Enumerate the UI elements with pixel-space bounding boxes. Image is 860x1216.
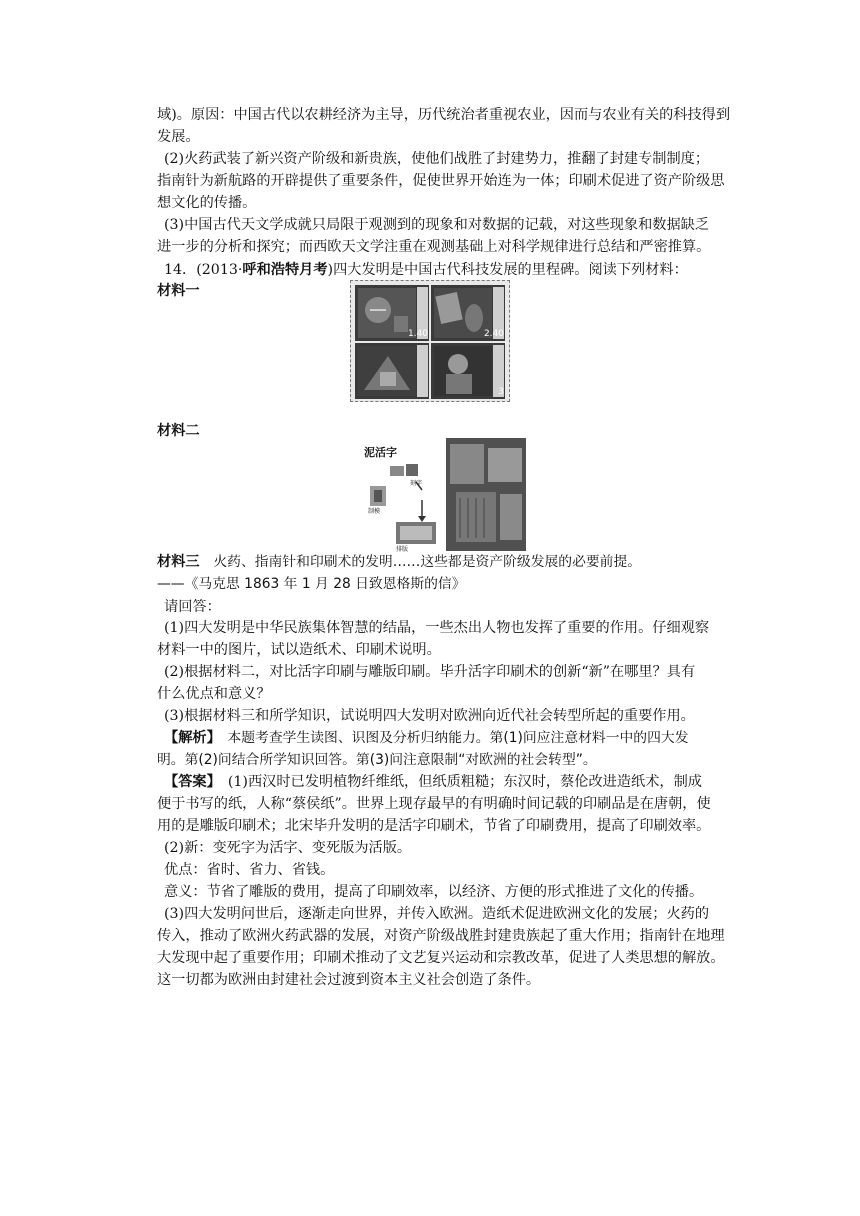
answer-label: 【答案】 bbox=[164, 774, 214, 790]
analysis-text: 明。第(2)问结合所学知识回答。第(3)问注意限制“对欧洲的社会转型”。 bbox=[157, 752, 597, 768]
papermaking-stamp: 2.40 bbox=[431, 285, 505, 341]
text-line: 用的是雕版印刷术；北宋毕升发明的是活字印刷术，节省了印刷费用，提高了印刷效率。 bbox=[157, 818, 711, 834]
question-number: 14．(2013· bbox=[164, 262, 243, 278]
material-2-label: 材料二 bbox=[157, 423, 200, 439]
text-line: 发展。 bbox=[157, 129, 200, 145]
text-line: (3)四大发明问世后，逐渐走向世界，并传入欧洲。造纸术促进欧洲文化的发展；火药的 bbox=[164, 906, 710, 922]
text-line: (2)火药武装了新兴资产阶级和新贵族，使他们战胜了封建势力，推翻了封建专制制度； bbox=[164, 151, 710, 167]
text-line: (1)四大发明是中华民族集体智慧的结晶，一些杰出人物也发挥了重要的作用。仔细观察 bbox=[164, 620, 710, 636]
material-3-source: ——《马克思 1863 年 1 月 28 日致恩格斯的信》 bbox=[157, 576, 466, 592]
text-line: 想文化的传播。 bbox=[157, 195, 257, 211]
analysis-label: 【解析】 bbox=[164, 730, 214, 746]
step-label: 制模 bbox=[368, 508, 381, 515]
question-source: 呼和浩特月考 bbox=[242, 262, 328, 278]
step-label: 排版 bbox=[396, 546, 409, 553]
compass-stamp: 1.40 bbox=[355, 285, 429, 341]
material-3 bbox=[157, 551, 761, 573]
printing-stamp: 3 bbox=[431, 343, 505, 399]
text-line: (3)中国古代天文学成就只局限于观测到的现象和对数据的记载，对这些现象和数据缺乏 bbox=[164, 217, 710, 233]
text-line: 域)。原因：中国古代以农耕经济为主导，历代统治者重视农业，因而与农业有关的科技得到 bbox=[157, 107, 731, 123]
text-line: 意义：节省了雕版的费用，提高了印刷效率，以经济、方便的形式推进了文化的传播。 bbox=[164, 884, 704, 900]
text-line: 传入，推动了欧洲火药武器的发展，对资产阶级战胜封建贵族起了重大作用；指南针在地理 bbox=[157, 928, 725, 944]
text-line: 材料一中的图片，试以造纸术、印刷术说明。 bbox=[157, 642, 441, 658]
question-stem: )四大发明是中国古代科技发展的里程碑。阅读下列材料： bbox=[327, 262, 688, 278]
analysis-text: 本题考查学生读图、识图及分析归纳能力。第(1)问应注意材料一中的四大发 bbox=[213, 730, 689, 746]
wooden-type-photo bbox=[446, 438, 526, 551]
material-3-text: 火药、指南针和印刷术的发明……这些都是资产阶级发展的必要前提。 bbox=[199, 554, 642, 570]
diagram-title: 泥活字 bbox=[364, 446, 397, 459]
prompt: 请回答： bbox=[164, 599, 221, 615]
text-line: (3)根据材料三和所学知识，试说明四大发明对欧洲向近代社会转型所起的重要作用。 bbox=[164, 708, 695, 724]
four-inventions-stamps-image bbox=[350, 280, 510, 402]
text-line: 这一切都为欧洲由封建社会过渡到资本主义社会创造了条件。 bbox=[157, 972, 541, 988]
answer bbox=[164, 771, 761, 793]
text-line: 什么优点和意义？ bbox=[157, 686, 271, 702]
text-line: (2)新：变死字为活字、变死版为活版。 bbox=[164, 840, 412, 856]
text-line: 进一步的分析和探究；而西欧天文学注重在观测基础上对科学规律进行总结和严密推算。 bbox=[157, 239, 711, 255]
text-line: 大发现中起了重要作用；印刷术推动了文艺复兴运动和宗教改革，促进了人类思想的解放。 bbox=[157, 950, 725, 966]
answer-text: (1)西汉时已发明植物纤维纸，但纸质粗糙；东汉时，蔡伦改进造纸术，制成 bbox=[213, 774, 702, 790]
analysis bbox=[164, 727, 761, 749]
step-label: 刻字 bbox=[410, 480, 423, 487]
material-3-label: 材料三 bbox=[157, 554, 200, 570]
text-line: 指南针为新航路的开辟提供了重要条件，促使世界开始连为一体；印刷术促进了资产阶级思 bbox=[157, 173, 725, 189]
text-line: 便于书写的纸，人称“蔡侯纸”。世界上现存最早的有明确时间记载的印刷品是在唐朝，使 bbox=[157, 796, 711, 812]
text-line: (2)根据材料二，对比活字印刷与雕版印刷。毕升活字印刷术的创新“新”在哪里？具有 bbox=[164, 664, 696, 680]
question-14 bbox=[164, 259, 761, 281]
gunpowder-stamp bbox=[355, 343, 429, 399]
material-1-label: 材料一 bbox=[157, 283, 200, 299]
text-line: 优点：省时、省力、省钱。 bbox=[164, 862, 335, 878]
